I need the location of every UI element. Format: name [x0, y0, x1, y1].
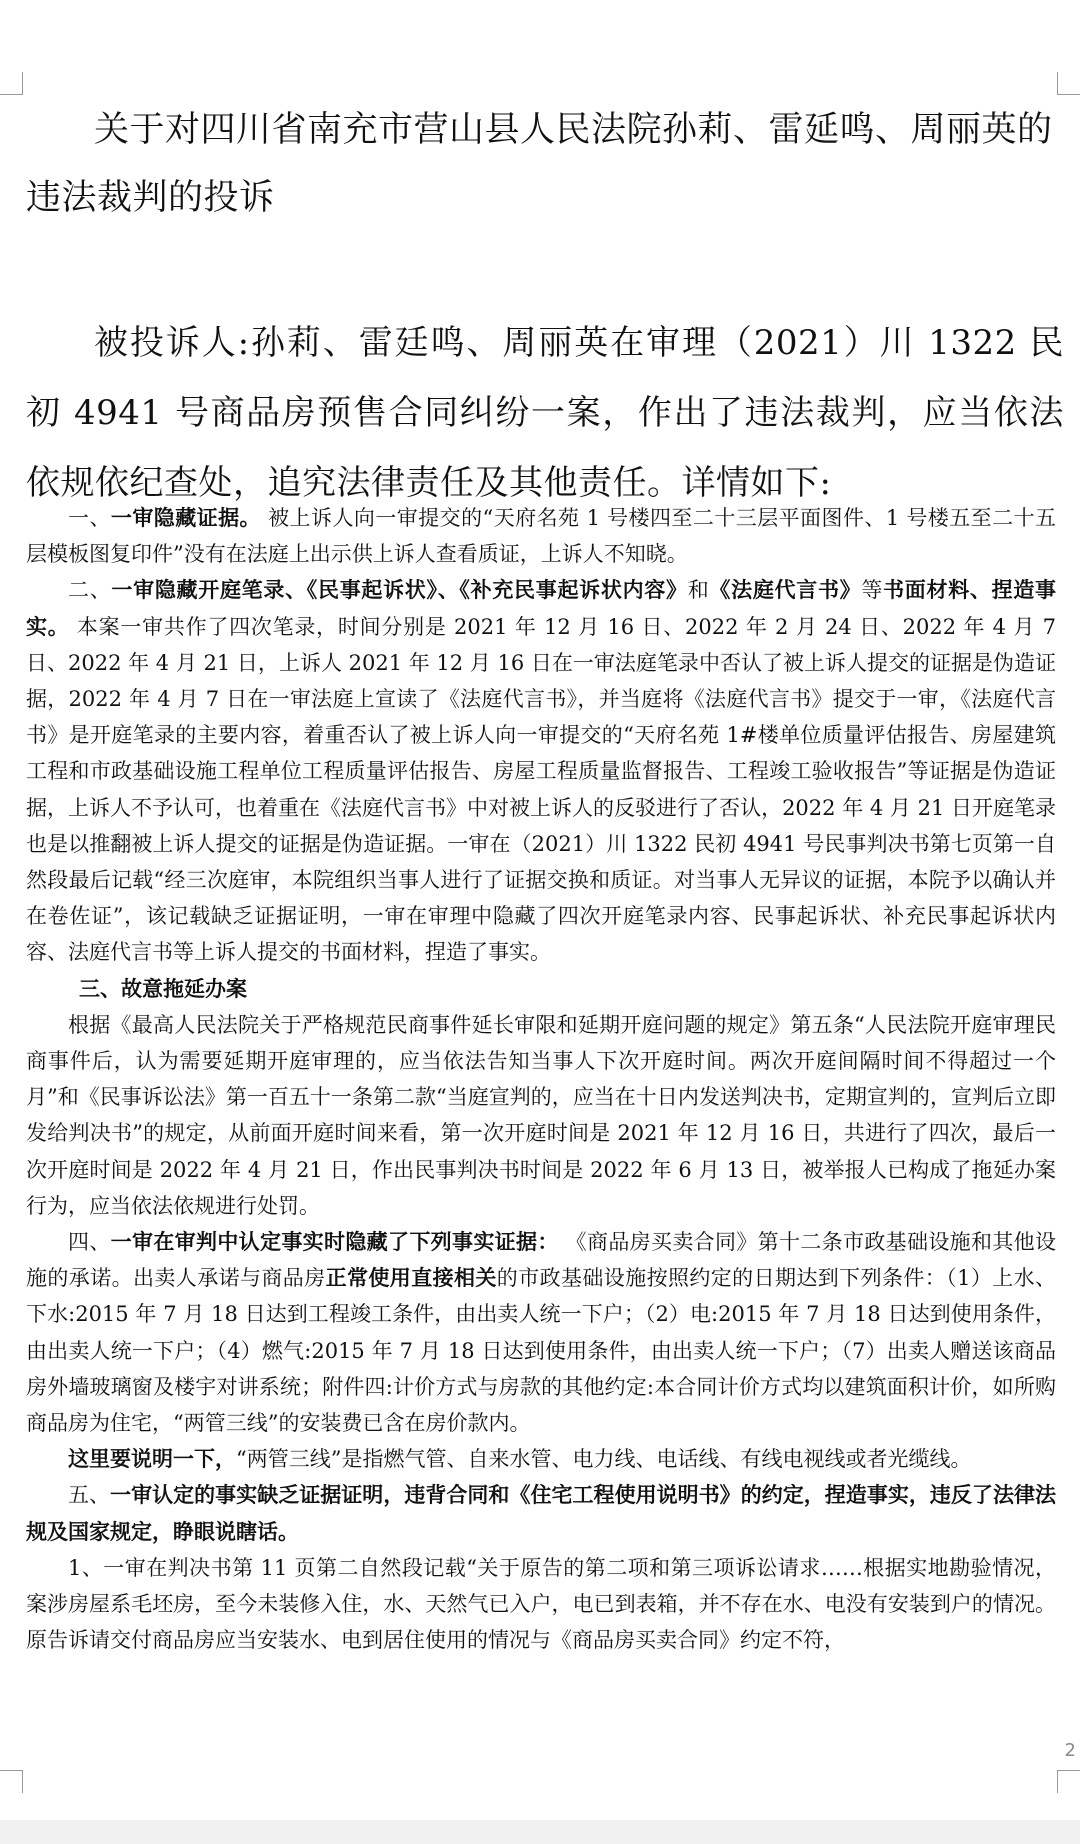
section-2-heading-part3: 书面材料、捏造事实。 [26, 577, 1057, 639]
section-1-paragraph [26, 500, 1056, 572]
intro-paragraph: 被投诉人:孙莉、雷廷鸣、周丽英在审理（2021）川 1322 民初 4941 号商品房预售合同纠纷一案，作出了违法裁判，应当依法依规依纪查处，追究法律责任及其他责任。详情如下: [26, 323, 1064, 503]
section-5-paragraph [26, 1477, 1056, 1549]
corner-mark-bottom-left [0, 1770, 23, 1793]
corner-mark-top-right [1057, 72, 1080, 95]
section-1-heading: 一审隐藏证据。 [110, 505, 261, 530]
section-4-text-part2: 的市政基础设施按照约定的日期达到下列条件：（1）上水、下水:2015 年 7 月 18 日达到工程竣工条件，由出卖人统一下户；（2）电:2015 年 7 月 18 日达到使用条件，由出卖人统一下户；（4）燃气:2015 年 7 月 18 日达到使用条件，由出卖人统一下户；（7）出卖人赠送该商品房外墙玻璃窗及楼宇对讲系统；附件四:计价方式与房款的其他约定:本合同计价方式均以建筑面积计价，如所购商品房为住宅，“两管三线”的安装费已含在房价款内。 [26, 1266, 1057, 1436]
section-4-emphasis: 正常使用直接相关 [325, 1265, 497, 1291]
section-5-item-1-paragraph: 1、一审在判决书第 11 页第二自然段记载“关于原告的第二项和第三项诉讼请求……根据实地勘验情况，案涉房屋系毛坯房，至今未装修入住，水、天然气已入户，电已到表箱，并不存在水、电没有安装到户的情况。原告诉请交付商品房应当安装水、电到居住使用的情况与《商品房买卖合同》约定不符， [26, 1555, 1056, 1653]
page-number: 2 [1064, 1740, 1076, 1761]
document-title: 关于对四川省南充市营山县人民法院孙莉、雷延鸣、周丽英的违法裁判的投诉 [26, 110, 1053, 218]
section-2-paragraph [26, 572, 1056, 970]
document-body [26, 500, 1056, 1659]
section-2-heading-part2: 《法庭代言书》 [709, 577, 862, 603]
section-2-heading-part1: 一审隐藏开庭笔录、《民事起诉状》、《补充民事起诉状内容》 [111, 577, 688, 603]
section-2-number: 二、 [68, 578, 112, 603]
note-paragraph [26, 1441, 1056, 1477]
viewer-bottom-strip [0, 1820, 1080, 1844]
section-4-text-part1: 《商品房买卖合同》第十二条市政基础设施和其他设施的承诺。出卖人承诺与商品房 [26, 1230, 1057, 1291]
section-5-number: 五、 [68, 1483, 111, 1508]
section-3-heading: 三、故意拖延办案 [79, 975, 247, 1001]
section-2-heading-connector-etc: 等 [861, 578, 884, 603]
section-4-paragraph [26, 1224, 1056, 1441]
corner-mark-top-left [0, 72, 23, 95]
section-5-heading: 一审认定的事实缺乏证据证明，违背合同和《住宅工程使用说明书》的约定，捏造事实，违反了法律法规及国家规定，睁眼说瞎话。 [26, 1482, 1056, 1544]
section-2-heading-connector-and: 和 [687, 578, 710, 603]
section-2-text: 本案一审共作了四次笔录，时间分别是 2021 年 12 月 16 日、2022 年 2 月 24 日、2022 年 4 月 7 日、2022 年 4 月 21 日，上诉人 2021 年 12 月 16 日在一审法庭笔录中否认了被上诉人提交的证据是伪造证据，2022 年 4 月 7 日在一审法庭上宣读了《法庭代言书》，并当庭将《法庭代言书》提交于一审，《法庭代言书》是开庭笔录的主要内容，着重否认了被上诉人向一审提交的“天府名苑 1#楼单位质量评估报告、房屋建筑工程和市政基础设施工程单位工程质量评估报告、房屋工程质量监督报告、工程竣工验收报告”等证据是伪造证据，上诉人不予认可，也着重在《法庭代言书》中对被上诉人的反驳进行了否认，2022 年 4 月 21 日开庭笔录也是以推翻被上诉人提交的证据是伪造证据。一审在（2021）川 1322 民初 4941 号民事判决书第七页第一自然段最后记载“经三次庭审，本院组织当事人进行了证据交换和质证。对当事人无异议的证据，本院予以确认并在卷佐证”，该记载缺乏证据证明，一审在审理中隐藏了四次开庭笔录内容、民事起诉状、补充民事起诉状内容、法庭代言书等上诉人提交的书面材料，捏造了事实。 [26, 614, 1056, 965]
section-3-paragraph: 根据《最高人民法院关于严格规范民商事件延长审限和延期开庭问题的规定》第五条“人民法院开庭审理民商事件后，认为需要延期开庭审理的，应当依法告知当事人下次开庭时间。两次开庭间隔时间不得超过一个月”和《民事诉讼法》第一百五十一条第二款“当庭宣判的，应当在十日内发送判决书，定期宣判的，宣判后立即发给判决书”的规定，从前面开庭时间来看，第一次开庭时间是 2021 年 12 月 16 日，共进行了四次，最后一次开庭时间是 2022 年 4 月 21 日，作出民事判决书时间是 2022 年 6 月 13 日，被举报人已构成了拖延办案行为，应当依法依规进行处罚。 [26, 1012, 1056, 1218]
section-1-number: 一、 [68, 506, 111, 530]
note-text: “两管三线”是指燃气管、自来水管、电力线、电话线、有线电视线或者光缆线。 [236, 1447, 972, 1472]
section-4-number: 四、 [68, 1230, 111, 1255]
section-1-text: 被上诉人向一审提交的“天府名苑 1 号楼四至二十三层平面图件、1 号楼五至二十五层模板图复印件”没有在法庭上出示供上诉人查看质证，上诉人不知晓。 [26, 506, 1057, 567]
corner-mark-bottom-right [1057, 1770, 1080, 1793]
note-lead: 这里要说明一下， [68, 1446, 236, 1472]
section-4-heading: 一审在审判中认定事实时隐藏了下列事实证据： [110, 1229, 559, 1255]
